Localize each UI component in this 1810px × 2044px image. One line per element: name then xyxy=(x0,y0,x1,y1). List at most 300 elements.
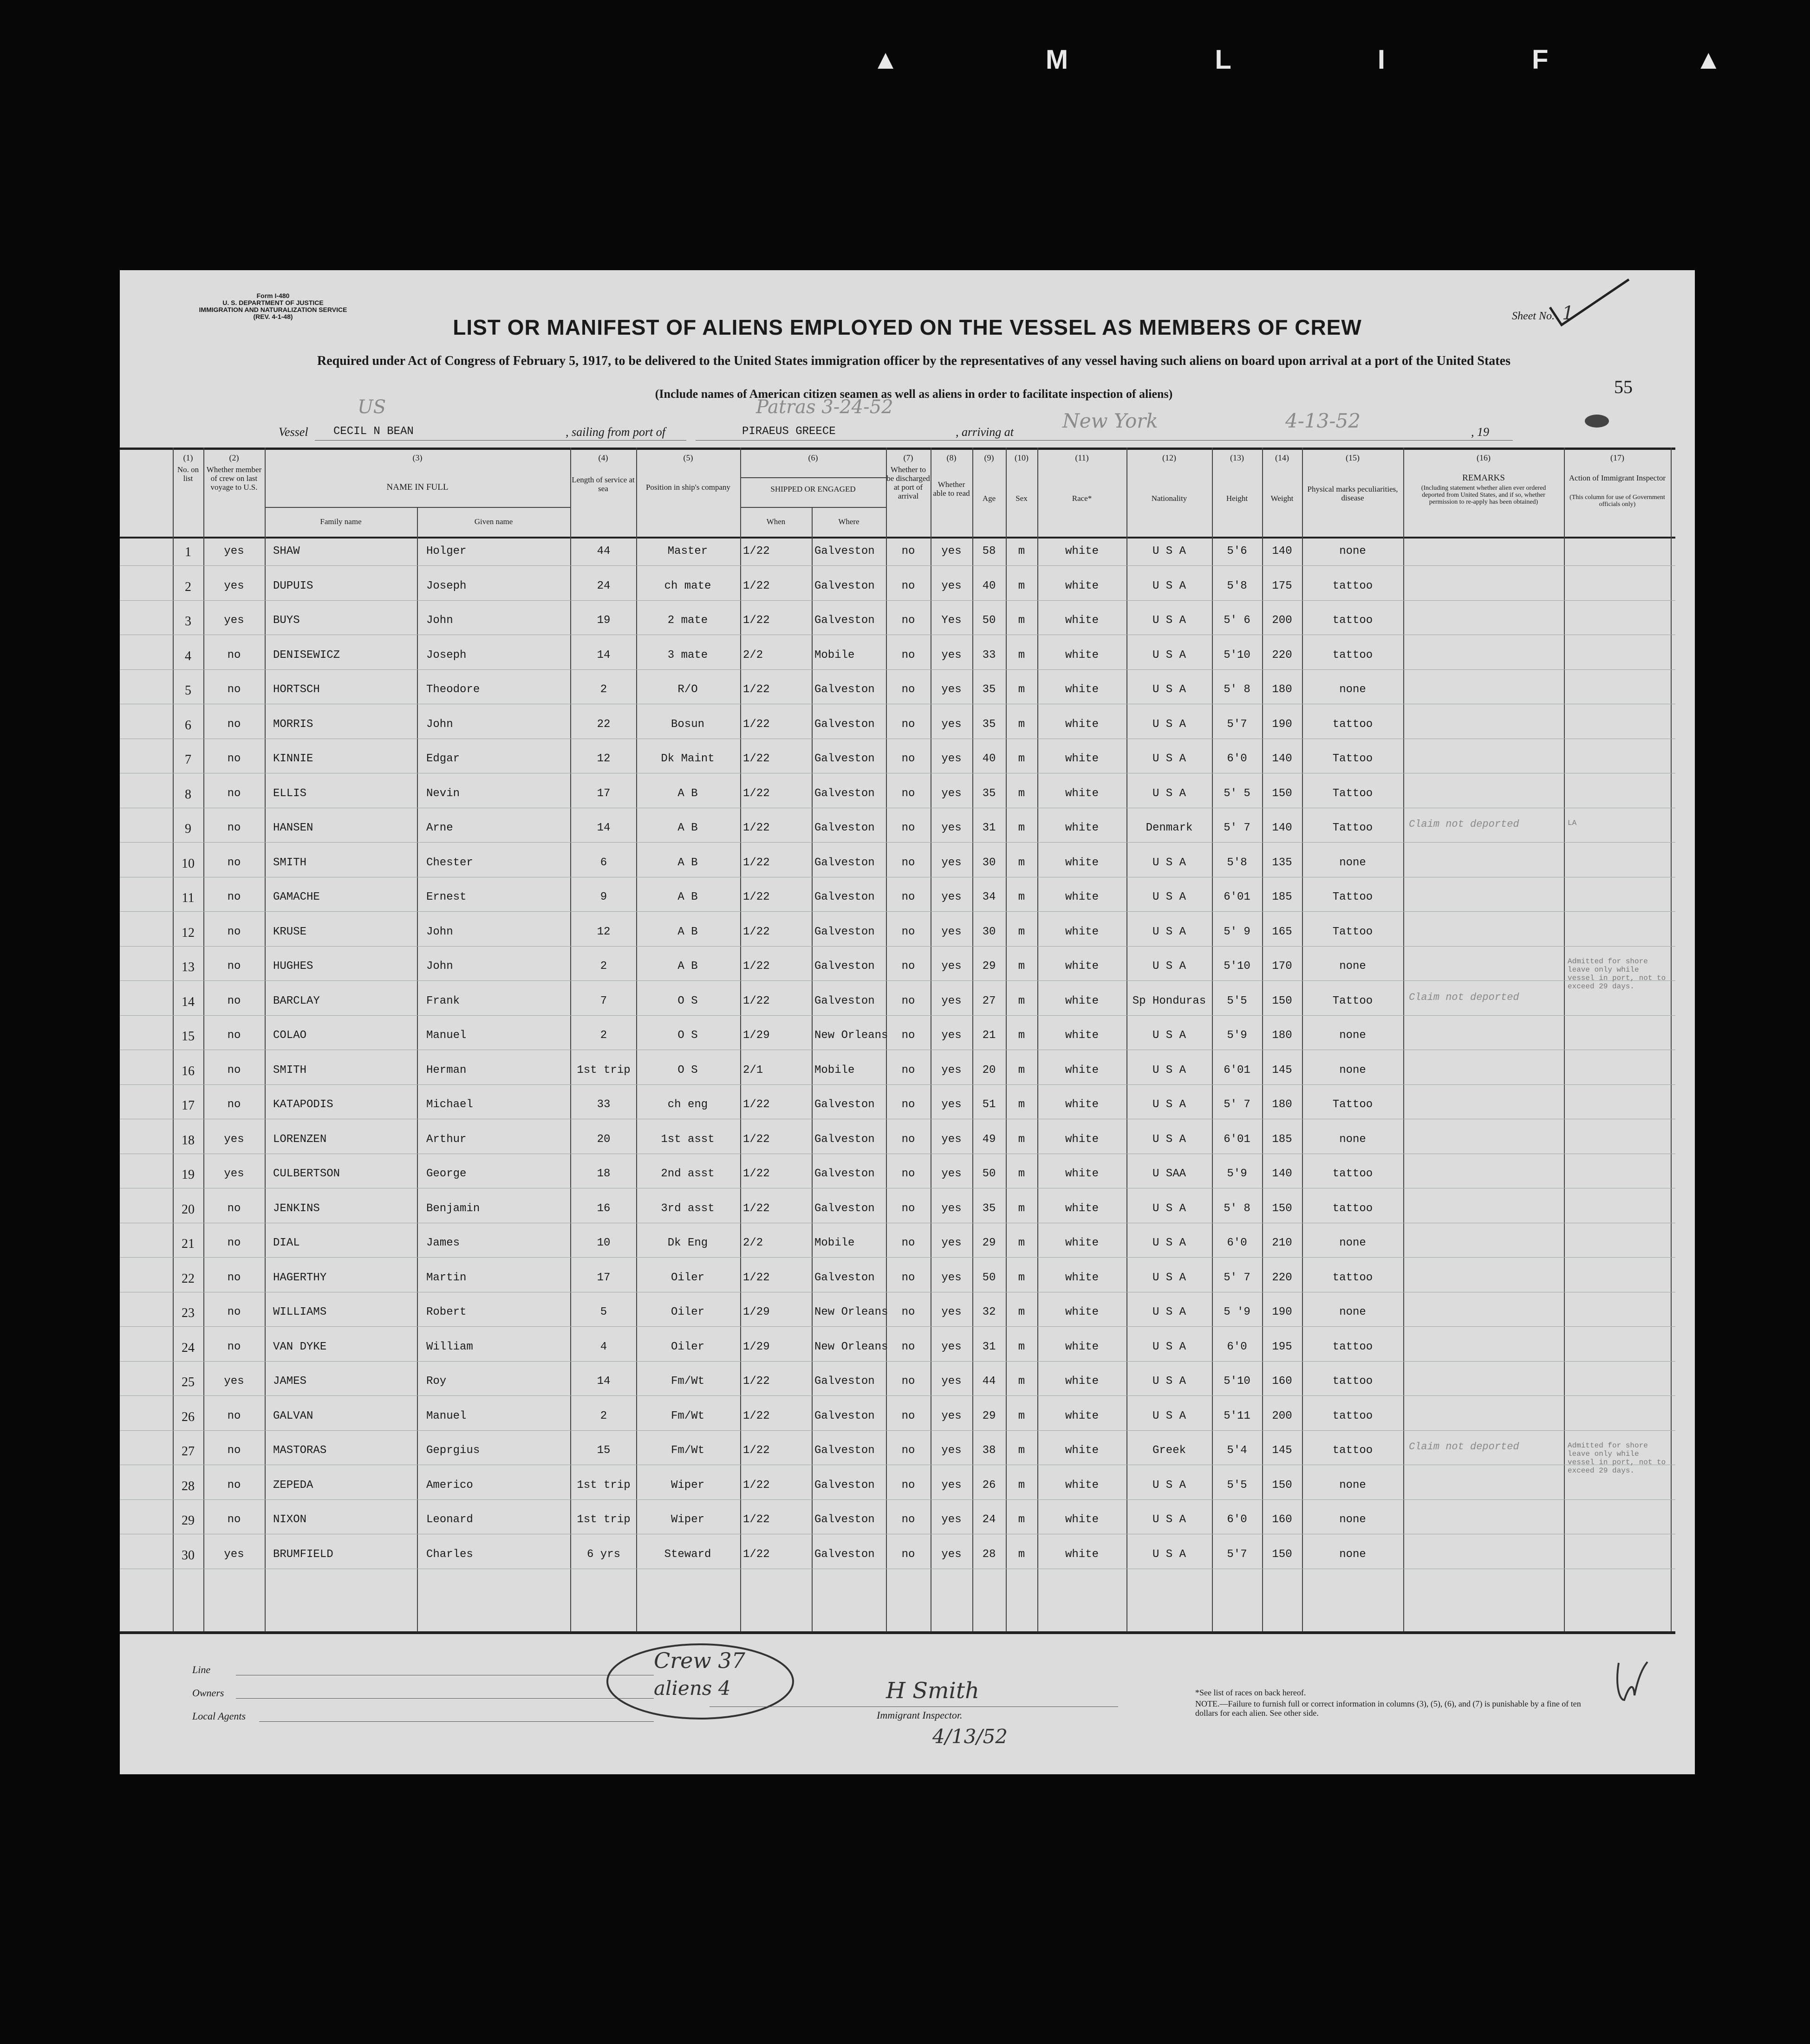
cell-race: white xyxy=(1065,1168,1099,1180)
sheet-no-label: Sheet No. xyxy=(1512,310,1555,322)
cell-weight: 140 xyxy=(1272,753,1292,765)
cell-no: 26 xyxy=(182,1409,195,1424)
cell-where: Galveston xyxy=(814,925,875,938)
cell-position: A B xyxy=(677,960,698,973)
cell-marks: none xyxy=(1339,1133,1366,1146)
cell-where: Galveston xyxy=(814,994,875,1007)
cell-service: 2 xyxy=(600,960,607,973)
col-num-5: (5) xyxy=(683,453,693,462)
cell-last: no xyxy=(227,1306,241,1318)
cell-marks: none xyxy=(1339,1306,1366,1318)
page-title: LIST OR MANIFEST OF ALIENS EMPLOYED ON THE VESSEL AS MEMBERS OF CREW xyxy=(453,315,1362,339)
cell-where: Galveston xyxy=(814,579,875,592)
cell-race: white xyxy=(1065,545,1099,558)
cell-last: no xyxy=(227,649,241,662)
cell-read: yes xyxy=(941,1479,962,1492)
cell-race: white xyxy=(1065,1133,1099,1146)
cell-read: yes xyxy=(941,1444,962,1457)
cell-marks: Tattoo xyxy=(1332,822,1373,834)
cell-age: 35 xyxy=(982,1202,996,1215)
cell-service: 19 xyxy=(597,614,611,627)
col-header-age: Age xyxy=(982,494,996,503)
arrival-date: 4-13-52 xyxy=(1285,409,1361,432)
cell-action: Admitted for shore leave only while vessel in port, not to exceed 29 days. xyxy=(1568,957,1666,991)
cell-read: yes xyxy=(941,1098,962,1111)
cell-given: Arne xyxy=(426,822,453,834)
cell-age: 44 xyxy=(982,1375,996,1388)
cell-last: no xyxy=(227,1444,241,1457)
cell-nat: U S A xyxy=(1152,1548,1186,1561)
row-rule xyxy=(120,600,1675,601)
subheader-rule xyxy=(265,507,570,509)
cell-age: 21 xyxy=(982,1029,996,1042)
cell-family: JENKINS xyxy=(273,1202,320,1215)
cell-when: 1/22 xyxy=(743,753,770,765)
cell-position: Fm/Wt xyxy=(671,1375,704,1388)
row-rule xyxy=(120,1395,1675,1396)
cell-last: yes xyxy=(224,579,244,592)
subheader-rule xyxy=(740,507,886,509)
cell-no: 1 xyxy=(185,545,191,559)
cell-service: 1st trip xyxy=(577,1513,631,1526)
cell-disch: no xyxy=(901,1548,915,1561)
row-rule xyxy=(120,1084,1675,1085)
cell-last: no xyxy=(227,1029,241,1042)
cell-when: 1/22 xyxy=(743,579,770,592)
cell-read: yes xyxy=(941,1064,962,1077)
cell-service: 18 xyxy=(597,1168,611,1180)
cell-last: no xyxy=(227,1340,241,1353)
cell-nat: U S A xyxy=(1152,925,1186,938)
cell-read: yes xyxy=(941,1271,962,1284)
cell-position: Fm/Wt xyxy=(671,1409,704,1422)
cell-service: 17 xyxy=(597,1271,611,1284)
col-header-shipped: SHIPPED OR ENGAGED xyxy=(770,485,856,493)
cell-height: 5' 7 xyxy=(1224,1098,1250,1111)
department: U. S. DEPARTMENT OF JUSTICE xyxy=(222,299,324,306)
cell-given: Chester xyxy=(426,856,473,869)
cell-sex: m xyxy=(1018,1513,1025,1526)
cell-given: Americo xyxy=(426,1479,473,1492)
inspector-signature: H Smith xyxy=(886,1678,980,1704)
cell-marks: none xyxy=(1339,1479,1366,1492)
cell-sex: m xyxy=(1018,1029,1025,1042)
col-header-remarks-note: (Including statement whether alien ever ordered deported from United States, and if so, whether permission to re-apply has been obtained) xyxy=(1421,485,1546,506)
cell-nat: U S A xyxy=(1152,753,1186,765)
cell-sex: m xyxy=(1018,1340,1025,1353)
cell-when: 1/22 xyxy=(743,925,770,938)
cell-sex: m xyxy=(1018,891,1025,903)
col-num-7: (7) xyxy=(903,453,913,462)
cell-marks: tattoo xyxy=(1332,1340,1373,1353)
row-rule xyxy=(120,980,1675,981)
cell-race: white xyxy=(1065,1271,1099,1284)
cell-height: 5'10 xyxy=(1224,960,1250,973)
cell-sex: m xyxy=(1018,614,1025,627)
cell-when: 1/22 xyxy=(743,683,770,696)
cell-weight: 150 xyxy=(1272,1202,1292,1215)
cell-age: 35 xyxy=(982,718,996,731)
cell-position: O S xyxy=(677,1064,698,1077)
cell-age: 32 xyxy=(982,1306,996,1318)
cell-nat: U S A xyxy=(1152,1479,1186,1492)
cell-age: 30 xyxy=(982,856,996,869)
cell-when: 1/22 xyxy=(743,787,770,800)
cell-family: MASTORAS xyxy=(273,1444,327,1457)
cell-given: Ernest xyxy=(426,891,467,903)
cell-age: 31 xyxy=(982,822,996,834)
cell-weight: 145 xyxy=(1272,1064,1292,1077)
table-bottom-rule xyxy=(120,1631,1675,1634)
service: IMMIGRATION AND NATURALIZATION SERVICE xyxy=(199,306,347,313)
cell-last: yes xyxy=(224,614,244,627)
cell-nat: U S A xyxy=(1152,579,1186,592)
cell-where: Galveston xyxy=(814,1271,875,1284)
arriving-at: New York xyxy=(1062,409,1158,432)
cell-when: 1/22 xyxy=(743,1548,770,1561)
cell-where: New Orleans xyxy=(814,1029,888,1042)
cell-service: 14 xyxy=(597,649,611,662)
cell-no: 27 xyxy=(182,1444,195,1459)
cell-family: ELLIS xyxy=(273,787,307,800)
col-num-1: (1) xyxy=(183,453,193,462)
cell-nat: U S A xyxy=(1152,683,1186,696)
cell-family: DENISEWICZ xyxy=(273,649,340,662)
cell-given: William xyxy=(426,1340,473,1353)
cell-position: ch mate xyxy=(664,579,711,592)
manifest-sheet xyxy=(120,270,1695,1774)
cell-given: Leonard xyxy=(426,1513,473,1526)
cell-given: Geprgius xyxy=(426,1444,480,1457)
cell-family: KATAPODIS xyxy=(273,1098,333,1111)
cell-age: 50 xyxy=(982,1168,996,1180)
row-rule xyxy=(120,565,1675,566)
sheet-no-value: 1 xyxy=(1562,303,1574,324)
cell-nat: U S A xyxy=(1152,1237,1186,1249)
cell-family: JAMES xyxy=(273,1375,307,1388)
sailing-label: , sailing from port of xyxy=(566,425,666,439)
cell-remarks: Claim not deported xyxy=(1409,818,1519,830)
cell-read: yes xyxy=(941,891,962,903)
cell-family: SMITH xyxy=(273,1064,307,1077)
cell-marks: tattoo xyxy=(1332,579,1373,592)
cell-read: yes xyxy=(941,856,962,869)
cell-marks: tattoo xyxy=(1332,1409,1373,1422)
cell-last: no xyxy=(227,1409,241,1422)
cell-marks: tattoo xyxy=(1332,1271,1373,1284)
cell-disch: no xyxy=(901,579,915,592)
cell-no: 2 xyxy=(185,579,191,594)
cell-nat: U S A xyxy=(1152,1133,1186,1146)
cell-given: Michael xyxy=(426,1098,473,1111)
cell-weight: 150 xyxy=(1272,1479,1292,1492)
arrival-underline xyxy=(1048,440,1513,441)
cell-last: yes xyxy=(224,1133,244,1146)
cell-marks: none xyxy=(1339,960,1366,973)
cell-when: 1/29 xyxy=(743,1306,770,1318)
cell-where: Galveston xyxy=(814,718,875,731)
cell-action: Admitted for shore leave only while vessel in port, not to exceed 29 days. xyxy=(1568,1441,1666,1475)
header-bottom-rule xyxy=(120,537,1675,539)
cell-read: yes xyxy=(941,1306,962,1318)
cell-marks: tattoo xyxy=(1332,614,1373,627)
cell-given: Manuel xyxy=(426,1029,467,1042)
inspector-date: 4/13/52 xyxy=(932,1725,1008,1748)
handwritten-port: Patras 3-24-52 xyxy=(756,396,893,418)
cell-height: 6'0 xyxy=(1227,1340,1247,1353)
cell-given: George xyxy=(426,1168,467,1180)
cell-disch: no xyxy=(901,1340,915,1353)
cell-age: 29 xyxy=(982,1237,996,1249)
cell-where: Galveston xyxy=(814,822,875,834)
cell-disch: no xyxy=(901,787,915,800)
cell-race: white xyxy=(1065,1029,1099,1042)
cell-sex: m xyxy=(1018,1409,1025,1422)
cell-read: yes xyxy=(941,579,962,592)
cell-service: 17 xyxy=(597,787,611,800)
cell-height: 5' 7 xyxy=(1224,822,1250,834)
cell-read: yes xyxy=(941,1133,962,1146)
col-header-discharged: Whether to be discharged at port of arrival xyxy=(886,465,930,500)
crew-manifest-table xyxy=(120,448,1695,1636)
cell-weight: 175 xyxy=(1272,579,1292,592)
col-divider xyxy=(417,508,418,1631)
cell-position: A B xyxy=(677,822,698,834)
cell-family: VAN DYKE xyxy=(273,1340,327,1353)
row-rule xyxy=(120,1499,1675,1500)
cell-where: Galveston xyxy=(814,1548,875,1561)
cell-family: DUPUIS xyxy=(273,579,313,592)
cell-position: 2 mate xyxy=(667,614,708,627)
cell-age: 29 xyxy=(982,1409,996,1422)
row-rule xyxy=(120,946,1675,947)
cell-read: yes xyxy=(941,1237,962,1249)
cell-nat: U S A xyxy=(1152,545,1186,558)
cell-weight: 185 xyxy=(1272,1133,1292,1146)
cell-no: 10 xyxy=(182,856,195,871)
cell-position: Fm/Wt xyxy=(671,1444,704,1457)
cell-height: 6'0 xyxy=(1227,1513,1247,1526)
cell-given: Herman xyxy=(426,1064,467,1077)
cell-family: KRUSE xyxy=(273,925,307,938)
cell-race: white xyxy=(1065,994,1099,1007)
cell-when: 1/22 xyxy=(743,1513,770,1526)
page-number: 55 xyxy=(1614,376,1633,397)
cell-age: 35 xyxy=(982,683,996,696)
col-num-11: (11) xyxy=(1075,453,1089,462)
cell-marks: Tattoo xyxy=(1332,753,1373,765)
cell-age: 28 xyxy=(982,1548,996,1561)
vessel-label: Vessel xyxy=(279,425,308,439)
cell-read: yes xyxy=(941,1513,962,1526)
col-header-family: Family name xyxy=(320,517,362,526)
col-header-race: Race* xyxy=(1072,494,1092,503)
agents-underline xyxy=(259,1721,654,1722)
cell-read: yes xyxy=(941,1375,962,1388)
cell-height: 5' 9 xyxy=(1224,925,1250,938)
cell-position: O S xyxy=(677,994,698,1007)
cell-race: white xyxy=(1065,1202,1099,1215)
cell-when: 1/22 xyxy=(743,718,770,731)
arriving-label: , arriving at xyxy=(956,425,1014,439)
cell-last: no xyxy=(227,960,241,973)
cell-race: white xyxy=(1065,1306,1099,1318)
agents-label: Local Agents xyxy=(192,1710,246,1722)
cell-sex: m xyxy=(1018,822,1025,834)
col-num-9: (9) xyxy=(984,453,994,462)
cell-service: 1st trip xyxy=(577,1479,631,1492)
cell-where: Mobile xyxy=(814,649,855,662)
cell-disch: no xyxy=(901,545,915,558)
cell-age: 40 xyxy=(982,753,996,765)
cell-when: 1/22 xyxy=(743,614,770,627)
cell-race: white xyxy=(1065,614,1099,627)
cell-disch: no xyxy=(901,649,915,662)
cell-position: 1st asst xyxy=(661,1133,715,1146)
cell-race: white xyxy=(1065,1409,1099,1422)
cell-position: Wiper xyxy=(671,1479,704,1492)
cell-weight: 165 xyxy=(1272,925,1292,938)
cell-where: Galveston xyxy=(814,1444,875,1457)
col-divider xyxy=(1564,448,1565,1631)
cell-race: white xyxy=(1065,787,1099,800)
cell-read: yes xyxy=(941,1029,962,1042)
row-rule xyxy=(120,1326,1675,1327)
cell-given: James xyxy=(426,1237,460,1249)
cell-family: SMITH xyxy=(273,856,307,869)
col-header-given: Given name xyxy=(474,517,513,526)
cell-weight: 210 xyxy=(1272,1237,1292,1249)
cell-height: 5'5 xyxy=(1227,994,1247,1007)
col-divider xyxy=(570,448,571,1631)
cell-height: 6'0 xyxy=(1227,1237,1247,1249)
col-header-no: No. on list xyxy=(177,465,199,483)
cell-weight: 195 xyxy=(1272,1340,1292,1353)
cell-read: yes xyxy=(941,1168,962,1180)
cell-no: 30 xyxy=(182,1548,195,1563)
cell-given: John xyxy=(426,614,453,627)
cell-position: O S xyxy=(677,1029,698,1042)
cell-age: 40 xyxy=(982,579,996,592)
col-num-15: (15) xyxy=(1346,453,1360,462)
cell-sex: m xyxy=(1018,1444,1025,1457)
cell-when: 1/22 xyxy=(743,1098,770,1111)
cell-service: 20 xyxy=(597,1133,611,1146)
cell-disch: no xyxy=(901,1064,915,1077)
port-underline xyxy=(696,440,1048,441)
cell-age: 50 xyxy=(982,1271,996,1284)
cell-race: white xyxy=(1065,925,1099,938)
cell-race: white xyxy=(1065,718,1099,731)
cell-when: 1/22 xyxy=(743,1375,770,1388)
cell-last: no xyxy=(227,1064,241,1077)
cell-height: 5'4 xyxy=(1227,1444,1247,1457)
cell-family: HUGHES xyxy=(273,960,313,973)
cell-family: GAMACHE xyxy=(273,891,320,903)
cell-read: yes xyxy=(941,960,962,973)
cell-weight: 180 xyxy=(1272,683,1292,696)
cell-age: 33 xyxy=(982,649,996,662)
cell-read: yes xyxy=(941,787,962,800)
cell-marks: Tattoo xyxy=(1332,891,1373,903)
cell-service: 6 yrs xyxy=(586,1548,620,1561)
cell-weight: 180 xyxy=(1272,1029,1292,1042)
cell-sex: m xyxy=(1018,545,1025,558)
inspector-label: Immigrant Inspector. xyxy=(877,1709,963,1721)
cell-race: white xyxy=(1065,753,1099,765)
cell-where: Galveston xyxy=(814,1513,875,1526)
cell-when: 1/22 xyxy=(743,1168,770,1180)
cell-family: WILLIAMS xyxy=(273,1306,327,1318)
cell-no: 25 xyxy=(182,1375,195,1389)
cell-race: white xyxy=(1065,683,1099,696)
cell-race: white xyxy=(1065,1098,1099,1111)
cell-last: no xyxy=(227,1479,241,1492)
cell-height: 5' 5 xyxy=(1224,787,1250,800)
row-rule xyxy=(120,1361,1675,1362)
cell-service: 12 xyxy=(597,925,611,938)
col-num-3: (3) xyxy=(412,453,423,462)
cell-height: 5'11 xyxy=(1224,1409,1250,1422)
cell-given: Charles xyxy=(426,1548,473,1561)
cell-age: 38 xyxy=(982,1444,996,1457)
cell-given: Roy xyxy=(426,1375,447,1388)
revision: (REV. 4-1-48) xyxy=(253,313,293,320)
cell-sex: m xyxy=(1018,579,1025,592)
cell-disch: no xyxy=(901,994,915,1007)
form-number: Form I-480 xyxy=(256,292,290,299)
subheader-rule xyxy=(740,477,886,479)
cell-family: BRUMFIELD xyxy=(273,1548,333,1561)
cell-where: Galveston xyxy=(814,891,875,903)
cell-last: yes xyxy=(224,1375,244,1388)
cell-height: 5' 7 xyxy=(1224,1271,1250,1284)
cell-weight: 160 xyxy=(1272,1375,1292,1388)
cell-disch: no xyxy=(901,1375,915,1388)
cell-height: 6'01 xyxy=(1224,1064,1250,1077)
cell-last: no xyxy=(227,1098,241,1111)
cell-sex: m xyxy=(1018,683,1025,696)
col-header-service: Length of service at sea xyxy=(572,475,635,493)
cell-disch: no xyxy=(901,822,915,834)
cell-weight: 220 xyxy=(1272,649,1292,662)
cell-age: 31 xyxy=(982,1340,996,1353)
cell-last: no xyxy=(227,1513,241,1526)
cell-where: Galveston xyxy=(814,1168,875,1180)
cell-family: LORENZEN xyxy=(273,1133,327,1146)
cell-sex: m xyxy=(1018,1271,1025,1284)
col-header-last-voyage: Whether member of crew on last voyage to U.S. xyxy=(206,465,262,492)
cell-height: 5' 8 xyxy=(1224,683,1250,696)
cell-service: 33 xyxy=(597,1098,611,1111)
cell-position: Master xyxy=(667,545,708,558)
cell-sex: m xyxy=(1018,960,1025,973)
cell-sex: m xyxy=(1018,925,1025,938)
cell-height: 5'8 xyxy=(1227,856,1247,869)
cell-marks: Tattoo xyxy=(1332,1098,1373,1111)
cell-age: 35 xyxy=(982,787,996,800)
cell-sex: m xyxy=(1018,1237,1025,1249)
fine-note: NOTE.—Failure to furnish full or correct information in columns (3), (5), (6), and (7) is punishable by a fine of ten dollars for each alien. See other side. xyxy=(1195,1699,1581,1718)
races-note: *See list of races on back hereof. xyxy=(1195,1688,1306,1697)
cell-given: Holger xyxy=(426,545,467,558)
cell-race: white xyxy=(1065,1340,1099,1353)
cell-disch: no xyxy=(901,1271,915,1284)
cell-height: 5'7 xyxy=(1227,1548,1247,1561)
owners-label: Owners xyxy=(192,1687,224,1699)
cell-race: white xyxy=(1065,891,1099,903)
film-marker: ▲ M L I F ▲ xyxy=(872,45,1791,75)
